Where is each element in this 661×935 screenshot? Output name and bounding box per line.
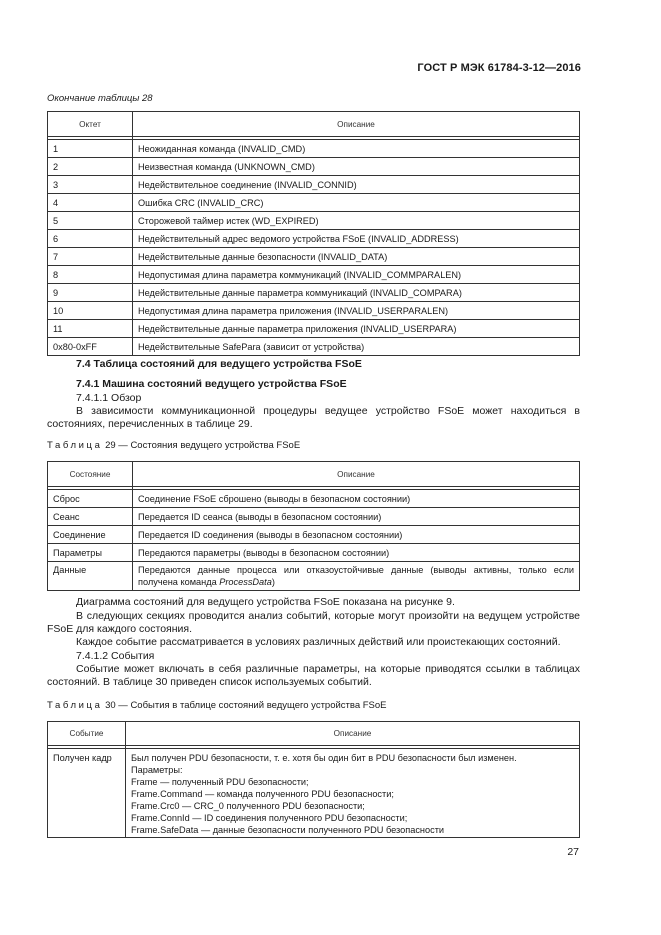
table29-desc-cell: Передаются данные процесса или отказоустойчивые данные (выводы активны, только если получена команда ProcessData) [133, 562, 580, 591]
table29-desc-cell: Передается ID сеанса (выводы в безопасном состоянии) [133, 508, 580, 526]
table-row [48, 230, 580, 248]
table-row [48, 508, 580, 526]
table-row [48, 266, 580, 284]
table-row [48, 284, 580, 302]
table-30 [47, 721, 580, 838]
table-row [48, 302, 580, 320]
table29-desc-cell: Передается ID соединения (выводы в безопасном состоянии) [133, 526, 580, 544]
table28-desc-cell: Неожиданная команда (INVALID_CMD) [133, 140, 580, 158]
table-row [48, 140, 580, 158]
table28-octet-cell: 5 [48, 212, 133, 230]
table30-header-event: Событие [48, 722, 126, 746]
section-7-4-1-2-title: 7.4.1.2 События [76, 650, 155, 662]
table28-octet-cell: 1 [48, 140, 133, 158]
table-row [48, 526, 580, 544]
table29-header-state: Состояние [48, 462, 133, 487]
events-paragraph: Событие может включать в себя различные параметры, на которые приводятся ссылки в таблицах состояний. В таблице 30 приведен список используемых событий. [47, 663, 580, 688]
table-row [48, 248, 580, 266]
table-row [48, 158, 580, 176]
table-row [48, 320, 580, 338]
table28-caption: Окончание таблицы 28 [47, 93, 153, 104]
table29-header-description: Описание [133, 462, 580, 487]
table-row [48, 544, 580, 562]
table28-desc-cell: Неизвестная команда (UNKNOWN_CMD) [133, 158, 580, 176]
table28-octet-cell: 10 [48, 302, 133, 320]
table28-octet-cell: 7 [48, 248, 133, 266]
table28-desc-cell: Недействительные SafePara (зависит от устройства) [133, 338, 580, 356]
table-row [48, 490, 580, 508]
table28-desc-cell: Недопустимая длина параметра коммуникаций (INVALID_COMMPARALEN) [133, 266, 580, 284]
table28-octet-cell: 4 [48, 194, 133, 212]
table-row [48, 749, 580, 838]
overview-paragraph: В зависимости коммуникационной процедуры ведущее устройство FSoE может находиться в состояниях, перечисленных в таблице 29. [47, 405, 580, 430]
table28-desc-cell: Недействительные данные параметра приложения (INVALID_USERPARA) [133, 320, 580, 338]
table29-state-cell: Данные [48, 562, 133, 591]
table29-caption: Таблица 29 — Состояния ведущего устройства FSoE [47, 440, 301, 451]
section-7-4-1-title: 7.4.1 Машина состояний ведущего устройства FSoE [76, 378, 347, 390]
table-row [48, 194, 580, 212]
page-number: 27 [567, 846, 579, 858]
table28-desc-cell: Ошибка CRC (INVALID_CRC) [133, 194, 580, 212]
table-row [48, 212, 580, 230]
paragraph-3: Каждое событие рассматривается в условиях различных действий или проистекающих состояний. [76, 636, 561, 648]
table30-desc-line: Параметры: [131, 765, 183, 775]
table28-octet-cell: 2 [48, 158, 133, 176]
table28-octet-cell: 6 [48, 230, 133, 248]
table28-body [48, 140, 580, 356]
table28-desc-cell: Недействительное соединение (INVALID_CONNID) [133, 176, 580, 194]
table28-octet-cell: 3 [48, 176, 133, 194]
table29-desc-cell: Передаются параметры (выводы в безопасном состоянии) [133, 544, 580, 562]
table-28 [47, 111, 580, 356]
paragraph-2: В следующих секциях проводится анализ событий, которые могут произойти на ведущем устройстве FSoE для каждого состояния. [47, 610, 580, 635]
table30-desc-line: Frame — полученный PDU безопасности; [131, 777, 309, 787]
table30-desc-line: Frame.ConnId — ID соединения полученного PDU безопасности; [131, 813, 408, 823]
section-7-4-title: 7.4 Таблица состояний для ведущего устройства FSoE [76, 358, 362, 370]
table-29 [47, 461, 580, 591]
table30-header-description: Описание [126, 722, 580, 746]
table29-desc-cell: Соединение FSoE сброшено (выводы в безопасном состоянии) [133, 490, 580, 508]
table28-octet-cell: 11 [48, 320, 133, 338]
table28-desc-cell: Недействительные данные параметра коммуникаций (INVALID_COMPARA) [133, 284, 580, 302]
table29-state-cell: Сброс [48, 490, 133, 508]
table28-header-octet: Октет [48, 112, 133, 137]
table28-desc-cell: Недействительный адрес ведомого устройства FSoE (INVALID_ADDRESS) [133, 230, 580, 248]
table29-state-cell: Сеанс [48, 508, 133, 526]
table28-header-description: Описание [133, 112, 580, 137]
table30-desc-line: Был получен PDU безопасности, т. е. хотя бы один бит в PDU безопасности был изменен. [131, 753, 517, 763]
table30-desc-line: Frame.Command — команда полученного PDU безопасности; [131, 789, 394, 799]
table28-desc-cell: Сторожевой таймер истек (WD_EXPIRED) [133, 212, 580, 230]
table29-state-cell: Параметры [48, 544, 133, 562]
section-7-4-1-1-title: 7.4.1.1 Обзор [76, 392, 142, 404]
table30-event-cell: Получен кадр [48, 749, 126, 838]
table-row [48, 176, 580, 194]
table-row [48, 338, 580, 356]
table30-desc-line: Frame.SafeData — данные безопасности полученного PDU безопасности [131, 825, 445, 835]
table-row [48, 562, 580, 591]
paragraph-1: Диаграмма состояний для ведущего устройства FSoE показана на рисунке 9. [76, 596, 455, 608]
table28-octet-cell: 0x80-0xFF [48, 338, 133, 356]
table30-desc-line: Frame.Crc0 — CRC_0 полученного PDU безопасности; [131, 801, 365, 811]
table29-body [48, 490, 580, 562]
table29-state-cell: Соединение [48, 526, 133, 544]
table28-octet-cell: 9 [48, 284, 133, 302]
table28-desc-cell: Недействительные данные безопасности (INVALID_DATA) [133, 248, 580, 266]
table30-desc-cell [126, 749, 580, 838]
standard-header: ГОСТ Р МЭК 61784-3-12—2016 [417, 62, 581, 74]
table30-caption: Таблица 30 — События в таблице состояний ведущего устройства FSoE [47, 700, 387, 711]
table28-desc-cell: Недопустимая длина параметра приложения (INVALID_USERPARALEN) [133, 302, 580, 320]
table28-octet-cell: 8 [48, 266, 133, 284]
